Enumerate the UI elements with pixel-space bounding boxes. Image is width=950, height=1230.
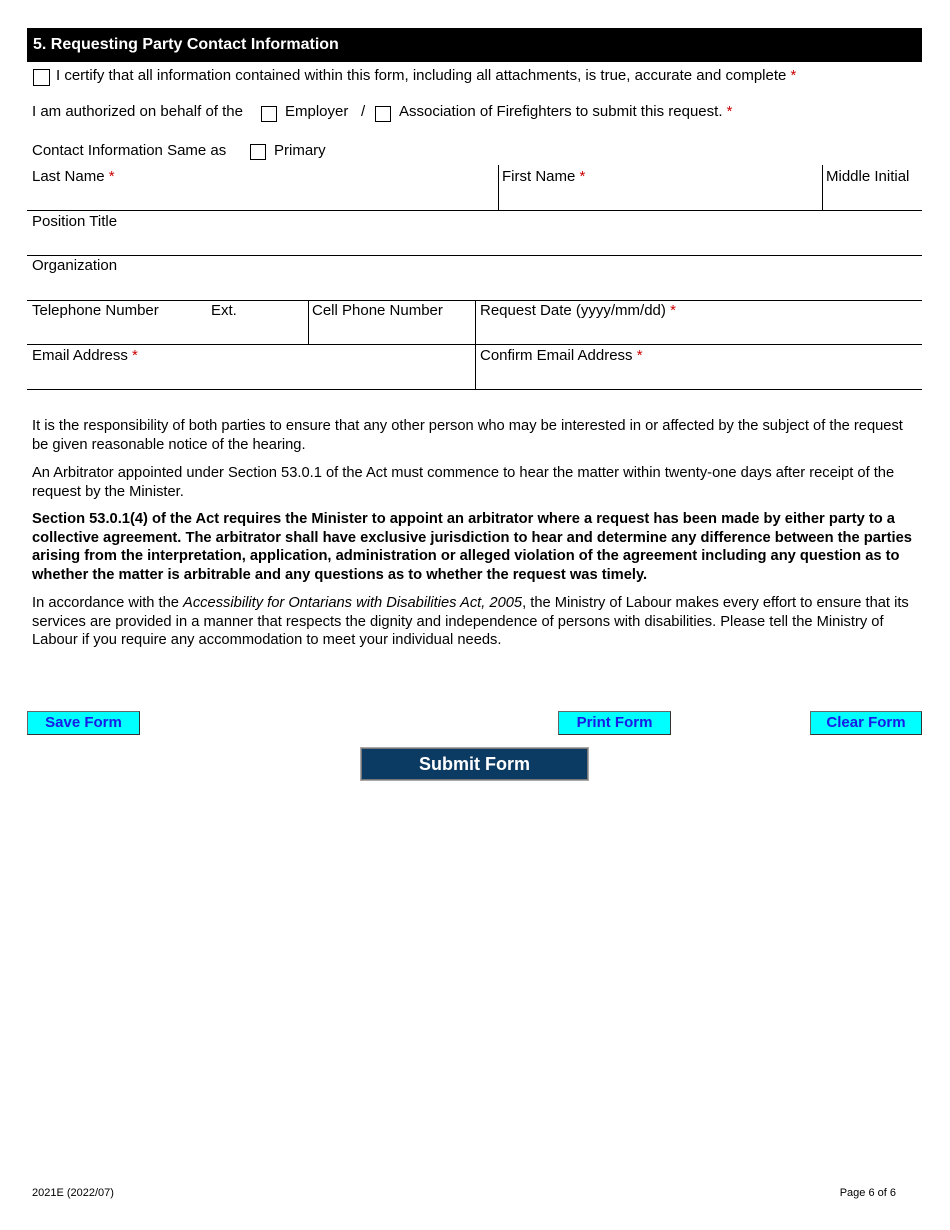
employer-checkbox[interactable] (261, 106, 277, 122)
ext-field[interactable] (211, 302, 237, 320)
certify-text: I certify that all information contained within this form, including all attachments, is true, accurate and complete (56, 67, 787, 84)
authorized-separator: / (361, 103, 366, 120)
middle-initial-field[interactable] (826, 168, 909, 186)
first-name-label: First Name (502, 168, 576, 185)
print-form-button[interactable]: Print Form (558, 711, 671, 735)
arbitrator-paragraph: An Arbitrator appointed under Section 53.0.1 of the Act must commence to hear the matter within twenty-one days after receipt of the request by the Minister. (32, 465, 895, 500)
certify-label (56, 67, 796, 85)
email-field[interactable] (32, 347, 138, 365)
employer-label: Employer (285, 103, 349, 120)
authorized-prefix: I am authorized on behalf of the (32, 103, 243, 120)
required-marker: * (108, 168, 115, 185)
section-requirement-paragraph: Section 53.0.1(4) of the Act requires the Minister to appoint an arbitrator where a request has been made by either party to a collective agreement. The arbitrator shall have exclusive jurisdiction to hear and determine any difference between the parties arising from the interpretation, application, administration or alleged violation of the agreement including any question as to whether the matter is arbitrable and any questions as to whether the request was timely. (32, 511, 912, 583)
position-title-field[interactable] (32, 213, 117, 231)
divider (27, 210, 922, 211)
divider (498, 165, 499, 210)
required-marker: * (726, 103, 733, 120)
ext-label: Ext. (211, 302, 237, 319)
association-text: Association of Firefighters (399, 103, 572, 120)
divider (308, 300, 309, 344)
request-date-field[interactable] (480, 302, 676, 320)
accessibility-paragraph (32, 594, 917, 650)
required-marker: * (670, 302, 676, 319)
certify-checkbox[interactable] (33, 69, 50, 86)
act-title: Accessibility for Ontarians with Disabilities Act, 2005 (183, 595, 523, 611)
request-date-label: Request Date (yyyy/mm/dd) (480, 302, 666, 319)
section-header: 5. Requesting Party Contact Information (27, 28, 922, 62)
submit-form-button[interactable]: Submit Form (361, 748, 588, 780)
divider (27, 255, 922, 256)
middle-initial-label: Middle Initial (826, 168, 910, 185)
telephone-label: Telephone Number (32, 302, 159, 319)
telephone-field[interactable] (32, 302, 159, 320)
position-title-label: Position Title (32, 213, 118, 230)
last-name-field[interactable] (32, 168, 115, 186)
email-label: Email Address (32, 347, 128, 364)
required-marker: * (636, 347, 643, 364)
primary-checkbox[interactable] (250, 144, 266, 160)
organization-label: Organization (32, 257, 118, 274)
contact-same-label: Contact Information Same as (32, 142, 227, 159)
accessibility-text-start: In accordance with the (32, 595, 184, 611)
notice-paragraph: It is the responsibility of both parties to ensure that any other person who may be interested in or affected by the subject of the request be given reasonable notice of the hearing. (32, 418, 903, 453)
organization-field[interactable] (32, 257, 117, 275)
required-marker: * (579, 168, 586, 185)
clear-form-button[interactable]: Clear Form (810, 711, 922, 735)
primary-label: Primary (274, 142, 326, 159)
divider (822, 165, 823, 210)
first-name-field[interactable] (502, 168, 585, 186)
cell-phone-label: Cell Phone Number (312, 302, 443, 319)
last-name-label: Last Name (32, 168, 105, 185)
required-marker: * (790, 67, 797, 84)
cell-phone-field[interactable] (312, 302, 443, 320)
required-marker: * (132, 347, 138, 364)
accessibility-text-end: , the Ministry of Labour makes every effort to ensure that its services are provided in a manner that respects the dignity and independence of persons with disabilities. Please tell the Ministry of Labour if you require any accommodation to meet your individual needs. (32, 595, 909, 648)
authorized-suffix: to submit this request. (575, 103, 723, 120)
confirm-email-field[interactable] (480, 347, 643, 365)
page-number: Page 6 of 6 (839, 1187, 896, 1199)
association-checkbox[interactable] (375, 106, 391, 122)
association-label (399, 103, 733, 121)
confirm-email-label: Confirm Email Address (480, 347, 633, 364)
divider (27, 389, 922, 390)
save-form-button[interactable]: Save Form (27, 711, 140, 735)
divider (27, 344, 922, 345)
form-number: 2021E (2022/07) (32, 1187, 114, 1199)
